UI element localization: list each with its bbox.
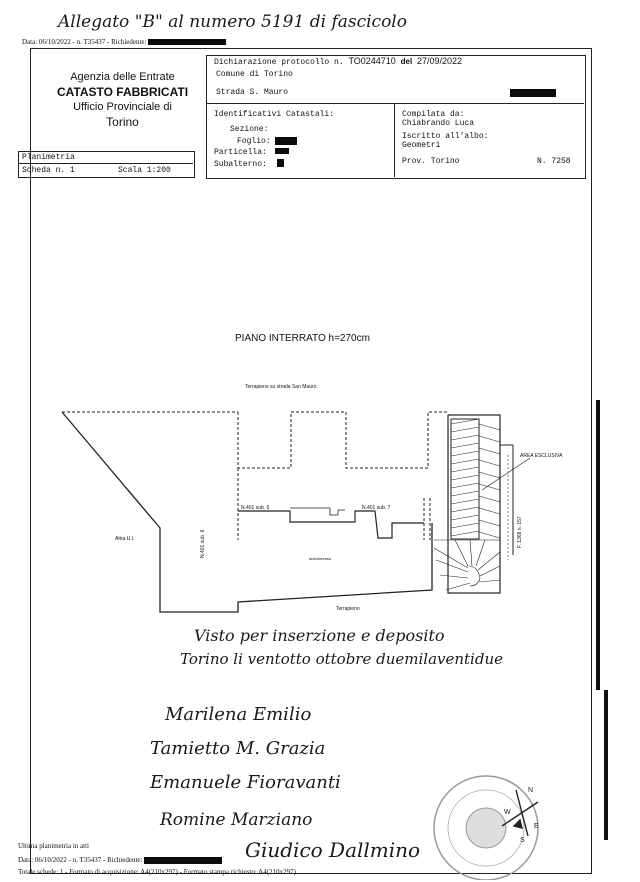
subalterno-label: Subalterno: — [214, 160, 267, 169]
sub6-side-label — [200, 498, 206, 558]
svg-text:E: E — [534, 823, 539, 830]
scan-edge-mark — [604, 690, 608, 840]
particella-label: Particella: — [214, 148, 267, 157]
sub7-label: N.401 sub. 7 — [362, 505, 391, 511]
signature-4: Romine Marziano — [160, 810, 313, 830]
svg-text:W: W — [504, 809, 511, 816]
altra-ui-label: Altra U.I. — [115, 536, 135, 542]
compilata-name: Chiabrando Luca — [402, 119, 475, 128]
strada: Strada S. Mauro — [216, 88, 289, 97]
comune: Comune di Torino — [216, 70, 293, 79]
top-handwritten-note: Allegato "B" al numero 5191 di fascicolo — [58, 12, 407, 32]
declaration-del: del — [400, 57, 413, 66]
handwritten-date: Torino li ventotto ottobre duemilaventidue — [180, 650, 503, 668]
terrapieno-bottom-label: Terrapieno — [336, 606, 360, 612]
svg-text:N: N — [528, 787, 534, 794]
sub6-side-text: N.401 sub. 6 — [200, 529, 206, 558]
agency-city: Torino — [106, 115, 139, 129]
agency-catasto: CATASTO FABBRICATI — [56, 85, 189, 99]
terrapieno-top-label: Terrapieno su strada San Mauro — [245, 384, 317, 390]
signature-1: Marilena Emilio — [165, 704, 312, 725]
albo-number: N. 7258 — [537, 157, 571, 166]
sezione-label: Sezione: — [230, 125, 269, 134]
redaction-bar — [144, 857, 222, 864]
footer-data-text: Data: 06/10/2022 - n. T35437 - Richiedente: — [18, 856, 143, 864]
area-esclusiva-label: AREA ESCLUSIVA — [520, 453, 563, 459]
handwritten-visto: Visto per inserzione e deposito — [194, 626, 445, 645]
side-code-text: F. 1368 n. 157 — [517, 516, 523, 548]
iscritto-label: Iscritto all'albo: — [402, 132, 489, 141]
agency-name: Agenzia delle Entrate — [70, 71, 175, 83]
svg-text:S: S — [520, 837, 525, 844]
signature-2: Tamietto M. Grazia — [150, 738, 326, 759]
footer-schede: Totale schede: 1 - Formato di acquisizione: A4(210x297) - Formato stampa richiesto: A4(210x297) — [18, 868, 296, 876]
sub6-top-label: N.401 sub. 6 — [241, 505, 270, 511]
planimetria-label: Planimetria — [22, 153, 75, 162]
signature-5: Giudico Dallmino — [245, 838, 421, 862]
scala-label: Scala 1:200 — [118, 166, 171, 175]
notary-seal-icon — [418, 768, 554, 880]
scan-edge-mark — [596, 400, 600, 690]
declaration-label: Dichiarazione protocollo n. — [214, 58, 344, 67]
provincia: Prov. Torino — [402, 157, 460, 166]
albo-value: Geometri — [402, 141, 441, 150]
compilata-title: Compilata da: — [402, 110, 465, 119]
signature-3: Emanuele Fioravanti — [150, 772, 341, 793]
footer-data — [18, 856, 222, 864]
declaration-number: TO0244710 — [348, 56, 396, 66]
plan-title: PIANO INTERRATO h=270cm — [235, 333, 370, 344]
identificativi-title: Identificativi Catastali: — [214, 110, 335, 119]
side-code-label — [517, 478, 523, 548]
agency-ufficio: Ufficio Provinciale di — [73, 101, 172, 113]
header-meta-text: Data: 06/10/2022 - n. T35437 - Richiedente: — [22, 38, 147, 46]
foglio-label: Foglio: — [237, 137, 271, 146]
autorimessa-label: autorimessa — [309, 556, 331, 561]
scheda-label: Scheda n. 1 — [22, 166, 75, 175]
footer-ultima: Ultima planimetria in atti — [18, 842, 89, 850]
declaration-date: 27/09/2022 — [417, 56, 463, 66]
